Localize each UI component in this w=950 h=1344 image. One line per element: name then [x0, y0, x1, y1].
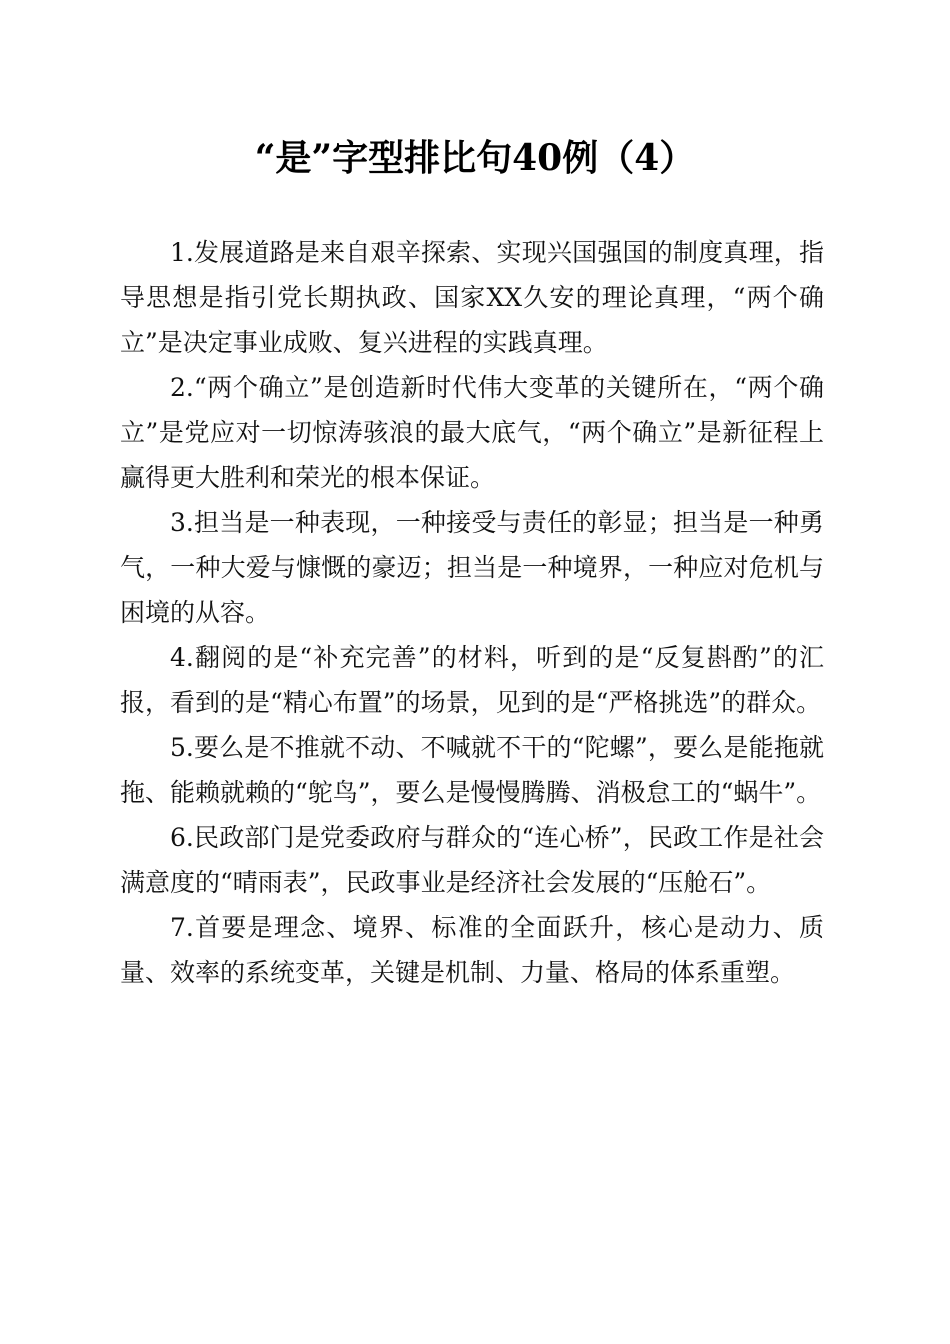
- paragraph-7: 7.首要是理念、境界、标准的全面跃升，核心是动力、质量、效率的系统变革，关键是机制、力量、格局的体系重塑。: [120, 913, 824, 987]
- paragraph-5: 5.要么是不推就不动、不喊就不干的“陀螺”，要么是能拖就拖、能赖就赖的“鸵鸟”，要么是慢慢腾腾、消极怠工的“蜗牛”。: [120, 733, 824, 807]
- paragraph-4: 4.翻阅的是“补充完善”的材料，听到的是“反复斟酌”的汇报，看到的是“精心布置”的场景，见到的是“严格挑选”的群众。: [120, 643, 824, 717]
- paragraph-6: 6.民政部门是党委政府与群众的“连心桥”，民政工作是社会满意度的“晴雨表”，民政事业是经济社会发展的“压舱石”。: [120, 823, 824, 897]
- paragraph-1: 1.发展道路是来自艰辛探索、实现兴国强国的制度真理，指导思想是指引党长期执政、国家XX久安的理论真理，“两个确立”是决定事业成败、复兴进程的实践真理。: [120, 238, 824, 357]
- document-body: [120, 230, 824, 995]
- document-title: “是”字型排比句40例（4）: [254, 137, 696, 179]
- paragraph-2: 2.“两个确立”是创造新时代伟大变革的关键所在，“两个确立”是党应对一切惊涛骇浪的最大底气，“两个确立”是新征程上赢得更大胜利和荣光的根本保证。: [120, 373, 824, 492]
- paragraph-3: 3.担当是一种表现，一种接受与责任的彰显；担当是一种勇气，一种大爱与慷慨的豪迈；担当是一种境界，一种应对危机与困境的从容。: [120, 508, 824, 627]
